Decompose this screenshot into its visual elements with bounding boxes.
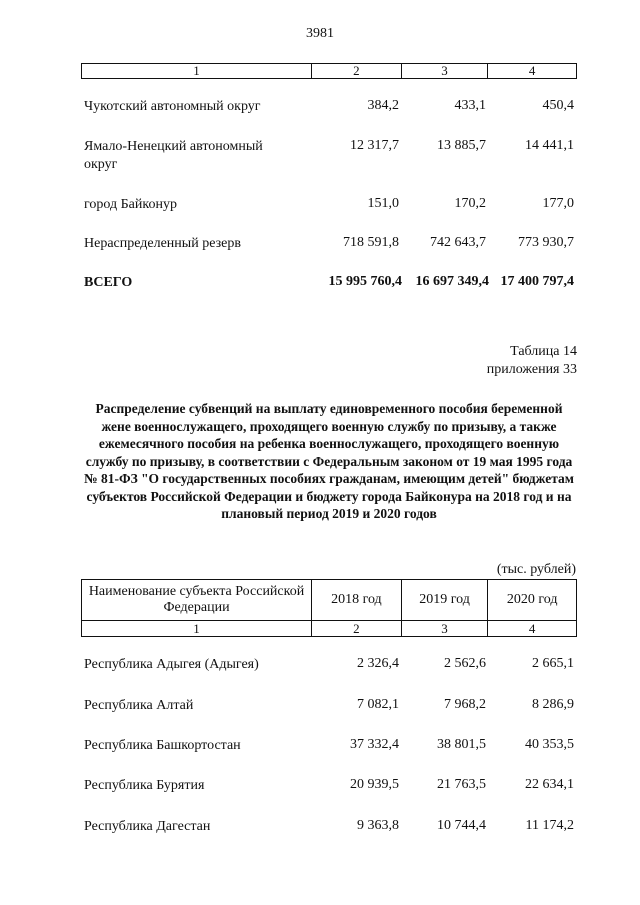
row-name: Республика Дагестан	[84, 819, 211, 834]
value-2018: 718 591,8	[343, 235, 399, 250]
row-name: Нераспределенный резерв	[84, 236, 241, 251]
value-2020: 2 665,1	[532, 656, 574, 671]
value-2020: 177,0	[542, 196, 574, 211]
table-row	[81, 235, 577, 253]
value-2020: 14 441,1	[525, 138, 574, 153]
total-2019: 16 697 349,4	[415, 274, 489, 289]
col-number-4: 4	[528, 621, 536, 636]
value-2018: 12 317,7	[350, 138, 399, 153]
value-2019: 2 562,6	[444, 656, 486, 671]
col-number-3: 3	[402, 621, 489, 637]
table-title: Распределение субвенций на выплату единовременного пособия беременной жене военнослужащего, проходящего военную службу по призыву, а также ежемесячного пособия на ребенка военнослужащего, проходящего военную службу по призыву, в соответствии с Федеральным законом от 19 мая 1995 года № 81-ФЗ "О государственных пособиях гражданам, имеющим детей" бюджетам субъектов Российской Федерации и бюджету города Байконура на 2018 год и на плановый период 2019 и 2020 годов	[84, 401, 574, 521]
value-2018: 7 082,1	[357, 697, 399, 712]
header-2019: 2019 год	[402, 580, 489, 620]
table-row	[81, 697, 577, 715]
value-2018: 2 326,4	[357, 656, 399, 671]
value-2018: 151,0	[367, 196, 399, 211]
value-2020: 8 286,9	[532, 697, 574, 712]
header-2020: 2020 год	[506, 592, 558, 607]
row-name: город Байконур	[84, 197, 177, 212]
table-row	[81, 138, 577, 174]
value-2019: 742 643,7	[430, 235, 486, 250]
table-number: Таблица 14	[510, 344, 577, 359]
value-2020: 40 353,5	[525, 737, 574, 752]
total-row	[81, 274, 577, 292]
units-label: (тыс. рублей)	[496, 562, 576, 577]
row-name: Республика Адыгея (Адыгея)	[84, 657, 259, 672]
row-name: Республика Бурятия	[84, 778, 205, 793]
col-number-2: 2	[312, 621, 402, 637]
value-2018: 20 939,5	[350, 777, 399, 792]
table-row	[81, 656, 577, 674]
total-label: ВСЕГО	[84, 275, 133, 290]
top-table-header	[81, 63, 577, 79]
value-2019: 170,2	[454, 196, 486, 211]
row-name: Чукотский автономный округ	[84, 99, 261, 114]
col-number-3: 3	[402, 64, 489, 78]
value-2020: 11 174,2	[525, 818, 574, 833]
table-row	[81, 98, 577, 116]
table-row	[81, 737, 577, 755]
value-2019: 433,1	[454, 98, 486, 113]
value-2020: 450,4	[542, 98, 574, 113]
value-2019: 13 885,7	[437, 138, 486, 153]
header-2018: 2018 год	[312, 580, 402, 620]
total-2018: 15 995 760,4	[328, 274, 402, 289]
row-name: Республика Алтай	[84, 698, 194, 713]
row-name: Ямало-Ненецкий автономный округ	[84, 139, 263, 172]
col-number-2: 2	[312, 64, 402, 78]
total-2020: 17 400 797,4	[500, 274, 574, 289]
value-2019: 21 763,5	[437, 777, 486, 792]
value-2020: 22 634,1	[525, 777, 574, 792]
table-label	[487, 343, 577, 379]
table-row	[81, 818, 577, 836]
row-name: Республика Башкортостан	[84, 738, 241, 753]
col-number-1: 1	[82, 64, 312, 78]
value-2020: 773 930,7	[518, 235, 574, 250]
value-2018: 9 363,8	[357, 818, 399, 833]
value-2019: 38 801,5	[437, 737, 486, 752]
header-subject-name: Наименование субъекта Российской Федерации	[82, 580, 312, 620]
table-row	[81, 777, 577, 795]
col-number-1: 1	[82, 621, 312, 637]
page-number: 3981	[306, 26, 334, 41]
value-2019: 7 968,2	[444, 697, 486, 712]
value-2019: 10 744,4	[437, 818, 486, 833]
value-2018: 384,2	[367, 98, 399, 113]
col-number-4: 4	[528, 63, 536, 78]
table-row	[81, 196, 577, 214]
main-table-header	[81, 579, 577, 637]
value-2018: 37 332,4	[350, 737, 399, 752]
appendix-number: приложения 33	[486, 362, 577, 377]
